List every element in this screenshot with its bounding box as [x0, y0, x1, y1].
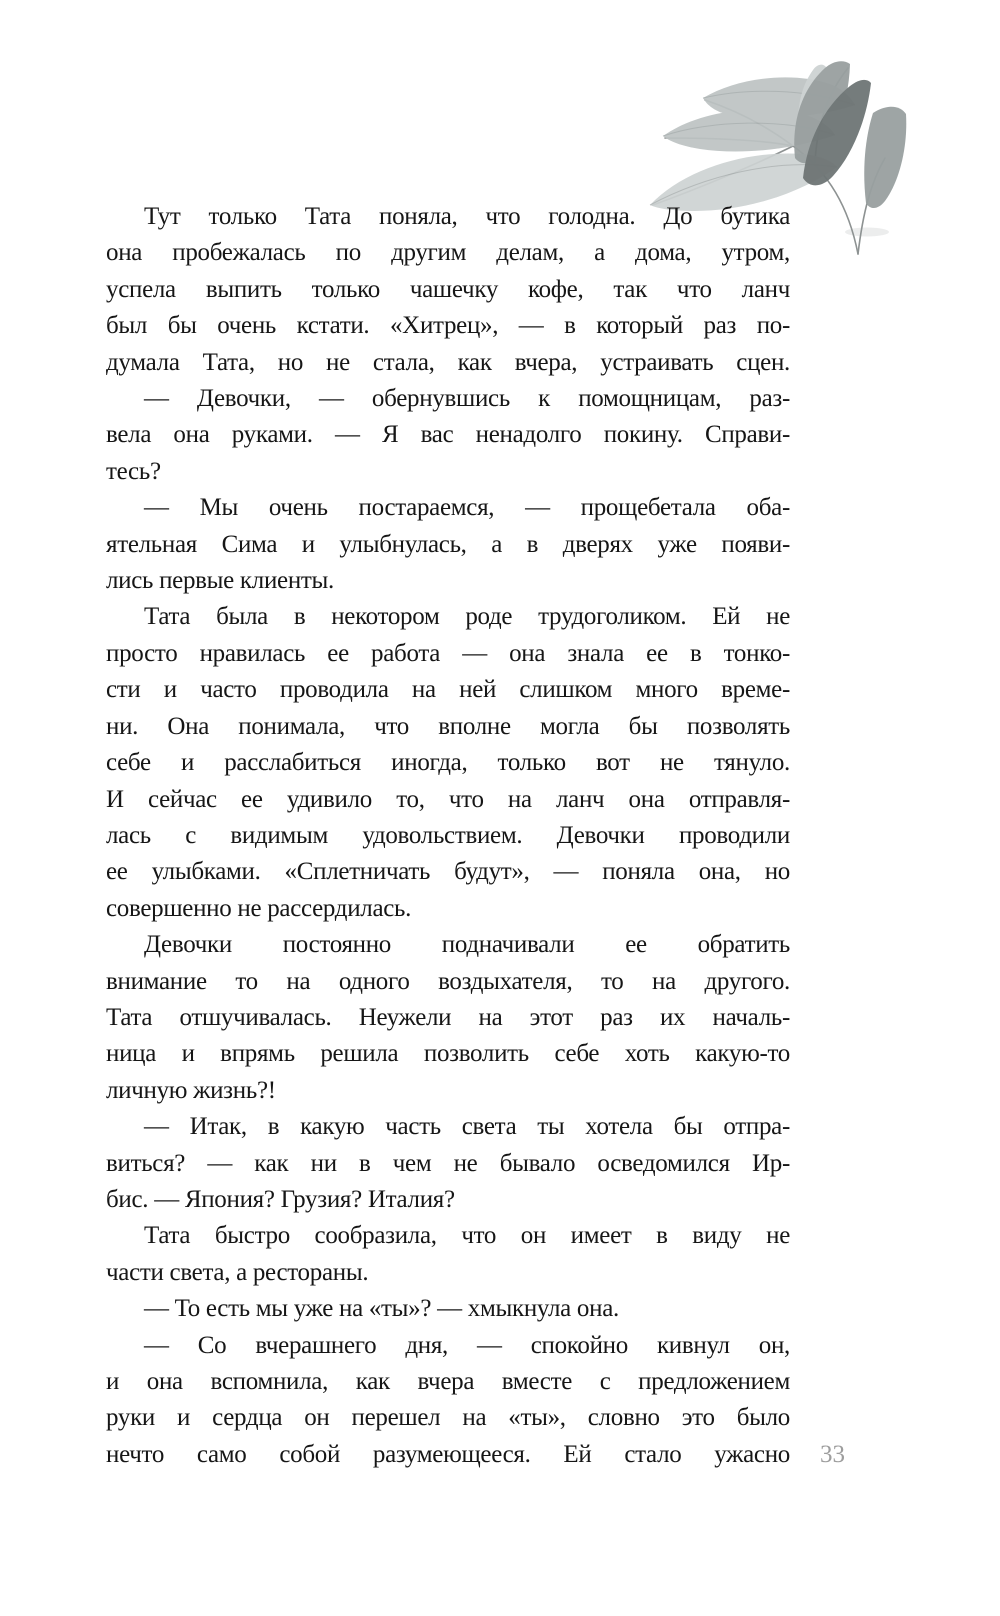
text-line: сти и часто проводила на ней слишком много време-	[106, 676, 790, 704]
text-line: ница и впрямь решила позволить себе хоть какую-то	[106, 1040, 790, 1068]
paragraph	[106, 381, 790, 490]
text-line: бис. — Япония? Грузия? Италия?	[106, 1185, 455, 1213]
text-line: — Девочки, — обернувшись к помощницам, раз-	[144, 385, 790, 413]
paragraph	[106, 1291, 790, 1327]
text-line: и она вспомнила, как вчера вместе с предложением	[106, 1368, 790, 1395]
text-line: думала Тата, но не стала, как вчера, устраивать сцен.	[106, 348, 790, 376]
text-line: — Мы очень постараемся, — прощебетала оба-	[144, 494, 790, 522]
text-line: — Итак, в какую часть света ты хотела бы отпра-	[144, 1113, 790, 1141]
text-line: внимание то на одного воздыхателя, то на другого.	[106, 967, 790, 995]
text-line: Тата была в некотором роде трудоголиком. Ей не	[144, 603, 790, 631]
text-line: виться? — как ни в чем не бывало осведомился Ир-	[106, 1149, 790, 1177]
text-line: Девочки постоянно подначивали ее обратить	[144, 931, 790, 959]
text-line: Тут только Тата поняла, что голодна. До бутика	[144, 203, 790, 230]
text-line: И сейчас ее удивило то, что на ланч она отправля-	[106, 785, 790, 813]
text-line: части света, а рестораны.	[106, 1258, 369, 1286]
paragraph	[106, 1328, 790, 1474]
page-number: 33	[820, 1441, 845, 1468]
text-line: личную жизнь?!	[106, 1076, 276, 1104]
text-line: просто нравилась ее работа — она знала ее в тонко-	[106, 639, 790, 667]
paragraph	[106, 1218, 790, 1291]
text-line: руки и сердца он перешел на «ты», словно это было	[106, 1404, 790, 1432]
text-line: себе и расслабиться иногда, только вот не тянуло.	[106, 749, 790, 777]
leaf-right-medium	[864, 107, 906, 208]
text-line: тесь?	[106, 457, 161, 485]
paragraph	[106, 927, 790, 1109]
text-line: ни. Она понимала, что вполне могла бы позволять	[106, 712, 790, 740]
text-line: вела она руками. — Я вас ненадолго покину. Справи-	[106, 421, 790, 449]
text-line: лись первые клиенты.	[106, 567, 334, 595]
text-line: ятельная Сима и улыбнулась, а в дверях уже появи-	[106, 530, 790, 558]
text-line: лась с видимым удовольствием. Девочки проводили	[106, 821, 790, 849]
text-line: она пробежалась по другим делам, а дома, утром,	[106, 239, 790, 267]
paragraph	[106, 199, 790, 381]
text-line: совершенно не рассердилась.	[106, 894, 412, 922]
text-line: успела выпить только чашечку кофе, так что ланч	[106, 275, 790, 303]
text-line: — То есть мы уже на «ты»? — хмыкнула она.	[144, 1295, 619, 1323]
right-leaf-group	[794, 61, 906, 208]
text-line: Тата быстро сообразила, что он имеет в виду не	[144, 1222, 790, 1250]
paragraph	[106, 490, 790, 599]
text-block	[106, 199, 790, 1473]
text-line: был бы очень кстати. «Хитрец», — в который раз по-	[106, 312, 790, 340]
text-line: Тата отшучивалась. Неужели на этот раз их началь-	[106, 1003, 790, 1031]
text-line: ее улыбками. «Сплетничать будут», — поняла она, но	[106, 858, 790, 886]
text-line: нечто само собой разумеющееся. Ей стало ужасно	[106, 1440, 790, 1468]
paragraph	[106, 1109, 790, 1218]
text-line: — Со вчерашнего дня, — спокойно кивнул он,	[144, 1331, 790, 1359]
paragraph	[106, 599, 790, 927]
